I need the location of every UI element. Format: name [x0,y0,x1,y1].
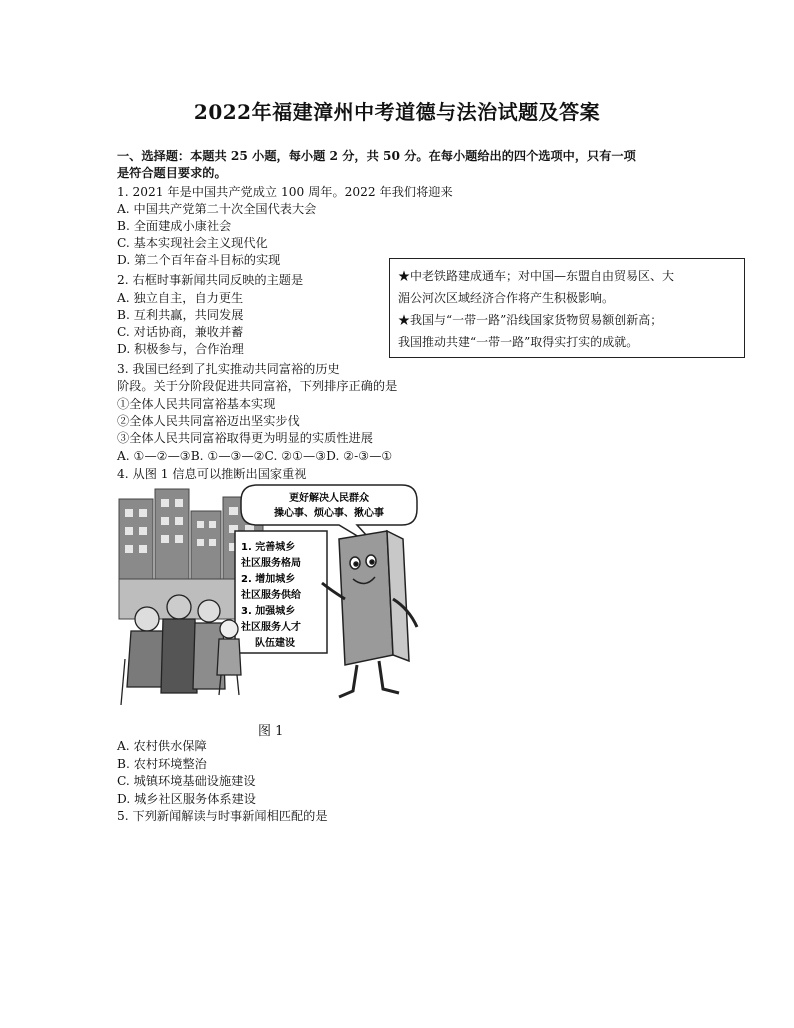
q1-option-c: C. 基本实现社会主义现代化 [117,236,268,250]
q3-item-1: ①全体人民共同富裕基本实现 [117,397,276,411]
q1-option-a: A. 中国共产党第二十次全国代表大会 [117,202,317,216]
news-line-2: 湄公河次区域经济合作将产生积极影响。 [398,291,615,305]
q4-option-d: D. 城乡社区服务体系建设 [117,792,256,806]
board-line-7: 队伍建设 [255,638,295,649]
q2-option-d: D. 积极参与，合作治理 [117,342,244,356]
q3-item-3: ③全体人民共同富裕取得更为明显的实质性进展 [117,431,373,445]
figure-1-illustration [117,479,427,711]
q1-stem: 1. 2021 年是中国共产党成立 100 周年。2022 年我们将迎来 [117,185,453,199]
board-line-1: 1. 完善城乡 [241,542,296,553]
bubble-line-1: 更好解决人民群众 [289,493,369,504]
board-line-2: 社区服务格局 [241,558,301,569]
board-line-6: 社区服务人才 [241,622,301,633]
news-box [389,258,745,358]
q3-item-2: ②全体人民共同富裕迈出坚实步伐 [117,414,300,428]
figure-caption: 图 1 [258,724,284,739]
q4-option-a: A. 农村供水保障 [117,739,207,753]
q1-option-b: B. 全面建成小康社会 [117,219,232,233]
q2-option-c: C. 对话协商，兼收并蓄 [117,325,244,339]
q2-option-a: A. 独立自主，自力更生 [117,291,244,305]
q1-option-d: D. 第二个百年奋斗目标的实现 [117,253,281,267]
board-line-3: 2. 增加城乡 [241,574,296,585]
q4-stem: 4. 从图 1 信息可以推断出国家重视 [117,467,307,481]
news-line-1: ★中老铁路建成通车；对中国—东盟自由贸易区、大 [398,269,675,283]
q3-stem-line1: 3. 我国已经到了扎实推动共同富裕的历史 [117,362,340,376]
q4-option-b: B. 农村环境整治 [117,757,207,771]
news-line-4: 我国推动共建“一带一路”取得实打实的成就。 [398,335,639,349]
section-heading-line1: 一、选择题：本题共 25 小题，每小题 2 分，共 50 分。在每小题给出的四个选项中，只有一项 [117,149,636,163]
q3-options: A. ①—②—③B. ①—③—②C. ②①—③D. ②-③—① [117,449,393,463]
bubble-line-2: 操心事、烦心事、揪心事 [274,508,384,519]
q4-option-c: C. 城镇环境基础设施建设 [117,774,256,788]
page-title: 2022年福建漳州中考道德与法治试题及答案 [193,100,601,124]
book-character [322,531,417,697]
q2-stem: 2. 右框时事新闻共同反映的主题是 [117,273,304,287]
section-heading-line2: 是符合题目要求的。 [117,166,227,180]
q2-option-b: B. 互利共赢，共同发展 [117,308,244,322]
q5-stem: 5. 下列新闻解读与时事新闻相匹配的是 [117,809,328,823]
board-line-5: 3. 加强城乡 [241,606,296,617]
board-line-4: 社区服务供给 [241,590,301,601]
news-line-3: ★我国与“一带一路”沿线国家货物贸易额创新高； [398,313,663,327]
q3-stem-line2: 阶段。关于分阶段促进共同富裕，下列排序正确的是 [117,379,398,393]
